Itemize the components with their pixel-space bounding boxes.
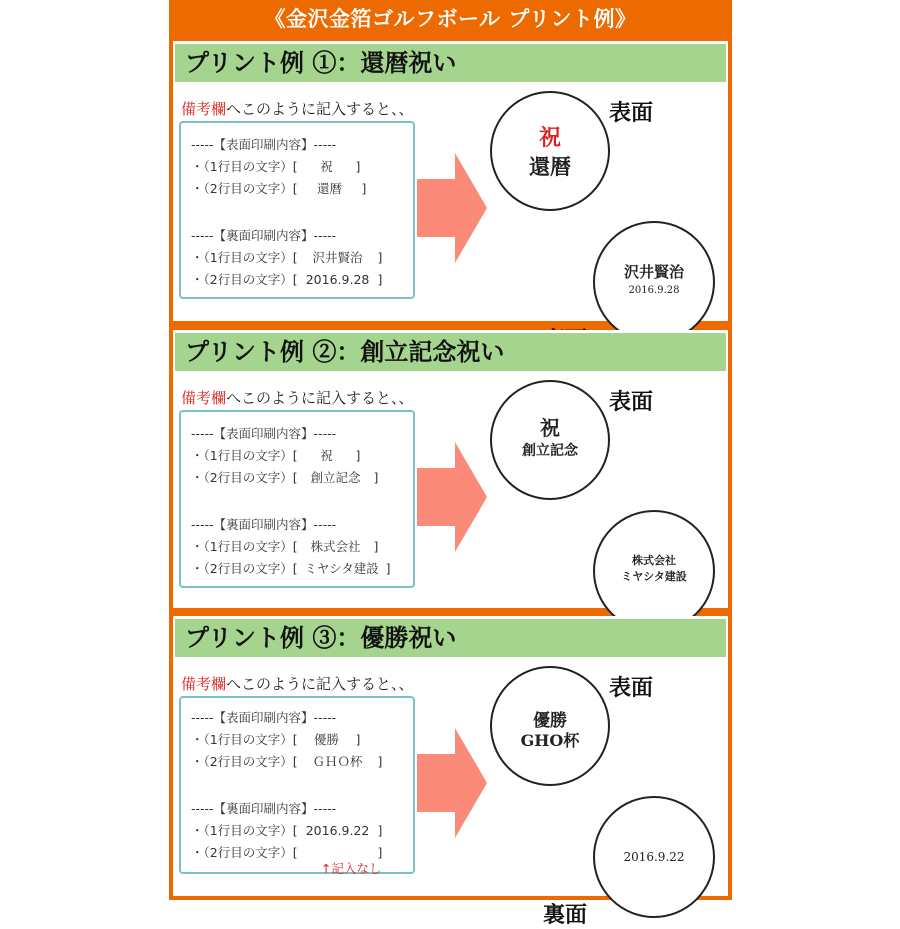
front-line-2 xyxy=(191,179,366,197)
bracket: ] xyxy=(355,732,361,747)
example-title: プリント例 ①：還暦祝い xyxy=(185,48,457,77)
front-side-label: 表面 xyxy=(609,390,654,415)
bracket: ] xyxy=(377,272,383,287)
spec-box xyxy=(179,696,415,874)
golf-ball-front xyxy=(490,91,610,211)
example-title-bar xyxy=(175,619,726,657)
example-title: プリント例 ③：優勝祝い xyxy=(185,623,457,652)
remarks-field-label: 備考欄 xyxy=(181,675,227,693)
line-prefix: ・（2行目の文字）[ xyxy=(191,272,298,287)
ball-front-line-1: 祝 xyxy=(540,416,560,440)
ball-front-line-2: GHO杯 xyxy=(520,731,580,750)
line-prefix: ・（2行目の文字）[ xyxy=(191,470,298,485)
back-section-heading: -----【裏面印刷内容】----- xyxy=(191,801,337,816)
instruction-text xyxy=(181,387,414,408)
spec-box xyxy=(179,121,415,299)
golf-ball-front xyxy=(490,380,610,500)
ball-back-line-1: 2016.9.22 xyxy=(623,850,685,864)
example-title: プリント例 ②：創立記念祝い xyxy=(185,337,505,366)
ball-front-line-2: 創立記念 xyxy=(522,443,578,459)
no-entry-note: ↑記入なし xyxy=(321,861,382,876)
line-prefix: ・（1行目の文字）[ xyxy=(191,159,298,174)
line-prefix: ・（2行目の文字）[ xyxy=(191,181,298,196)
front-line-2 xyxy=(191,752,382,770)
back-side-label: 裏面 xyxy=(543,903,588,928)
front-line-2-value: 創立記念 xyxy=(310,470,361,485)
bracket: ] xyxy=(377,754,383,769)
spec-box xyxy=(179,410,415,588)
example-panel-2 xyxy=(173,330,728,608)
back-line-2 xyxy=(191,270,382,288)
golf-ball-back xyxy=(593,796,715,918)
back-line-1-value: 2016.9.22 xyxy=(305,823,370,838)
back-line-2-value: 2016.9.28 xyxy=(305,272,370,287)
front-section-heading: -----【表面印刷内容】----- xyxy=(191,137,337,152)
line-prefix: ・（1行目の文字）[ xyxy=(191,539,298,554)
ball-back-line-1: 株式会社 xyxy=(632,554,676,567)
back-line-1-value: 株式会社 xyxy=(310,539,361,554)
instruction-text xyxy=(181,98,414,119)
bracket: ] xyxy=(377,250,383,265)
example-title-bar xyxy=(175,333,726,371)
front-side-label: 表面 xyxy=(609,101,654,126)
front-side-label: 表面 xyxy=(609,676,654,701)
ball-front-line-1: 祝 xyxy=(538,125,561,151)
ball-front-line-1: 優勝 xyxy=(533,711,567,731)
ball-back-line-1: 沢井賢治 xyxy=(623,263,684,281)
bracket: ] xyxy=(355,448,361,463)
instruction-text xyxy=(181,673,414,694)
golf-ball-back xyxy=(593,510,715,632)
page-header: 《金沢金箔ゴルフボール プリント例》 xyxy=(264,7,637,31)
instruction-rest: へこのように記入すると、、 xyxy=(226,389,414,407)
bracket: ] xyxy=(377,845,383,860)
line-prefix: ・（1行目の文字）[ xyxy=(191,823,298,838)
back-line-1-value: 沢井賢治 xyxy=(312,250,363,265)
front-line-1-value: 優勝 xyxy=(314,732,340,747)
example-panel-1 xyxy=(173,41,728,321)
line-prefix: ・（2行目の文字）[ xyxy=(191,561,298,576)
line-prefix: ・（1行目の文字）[ xyxy=(191,732,298,747)
back-section-heading: -----【裏面印刷内容】----- xyxy=(191,517,337,532)
back-line-1 xyxy=(191,537,378,555)
remarks-field-label: 備考欄 xyxy=(181,389,227,407)
bracket: ] xyxy=(373,470,379,485)
front-line-1-value: 祝 xyxy=(320,448,333,463)
back-line-1 xyxy=(191,248,382,266)
print-example-frame xyxy=(169,0,732,928)
back-line-1 xyxy=(191,821,382,839)
golf-ball-front xyxy=(490,666,610,786)
remarks-field-label: 備考欄 xyxy=(181,100,227,118)
example-panel-3 xyxy=(173,616,728,928)
ball-front-line-2: 還暦 xyxy=(529,154,571,179)
instruction-rest: へこのように記入すると、、 xyxy=(226,675,414,693)
back-line-2-value: ミヤシタ建設 xyxy=(304,561,379,576)
line-prefix: ・（1行目の文字）[ xyxy=(191,250,298,265)
arrow-right-icon xyxy=(417,728,487,838)
ball-back-line-2: ミヤシタ建設 xyxy=(621,570,687,583)
instruction-rest: へこのように記入すると、、 xyxy=(226,100,414,118)
front-line-2-value: ＧＨＯ杯 xyxy=(312,754,363,769)
bracket: ] xyxy=(385,561,391,576)
arrow-right-icon xyxy=(417,442,487,552)
front-section-heading: -----【表面印刷内容】----- xyxy=(191,426,337,441)
line-prefix: ・（1行目の文字）[ xyxy=(191,448,298,463)
example-title-bar xyxy=(175,44,726,82)
back-section-heading: -----【裏面印刷内容】----- xyxy=(191,228,337,243)
line-prefix: ・（2行目の文字）[ xyxy=(191,754,298,769)
front-line-1 xyxy=(191,446,360,464)
ball-back-line-2: 2016.9.28 xyxy=(628,285,680,296)
bracket: ] xyxy=(355,159,361,174)
back-line-2 xyxy=(191,559,390,577)
front-line-1 xyxy=(191,730,360,748)
golf-ball-back xyxy=(593,221,715,343)
bracket: ] xyxy=(373,539,379,554)
front-line-1-value: 祝 xyxy=(320,159,333,174)
front-line-1 xyxy=(191,157,360,175)
bracket: ] xyxy=(377,823,383,838)
front-line-2-value: 還暦 xyxy=(317,181,343,196)
bracket: ] xyxy=(361,181,367,196)
line-prefix: ・（2行目の文字）[ xyxy=(191,845,298,860)
front-section-heading: -----【表面印刷内容】----- xyxy=(191,710,337,725)
arrow-right-icon xyxy=(417,153,487,263)
front-line-2 xyxy=(191,468,378,486)
